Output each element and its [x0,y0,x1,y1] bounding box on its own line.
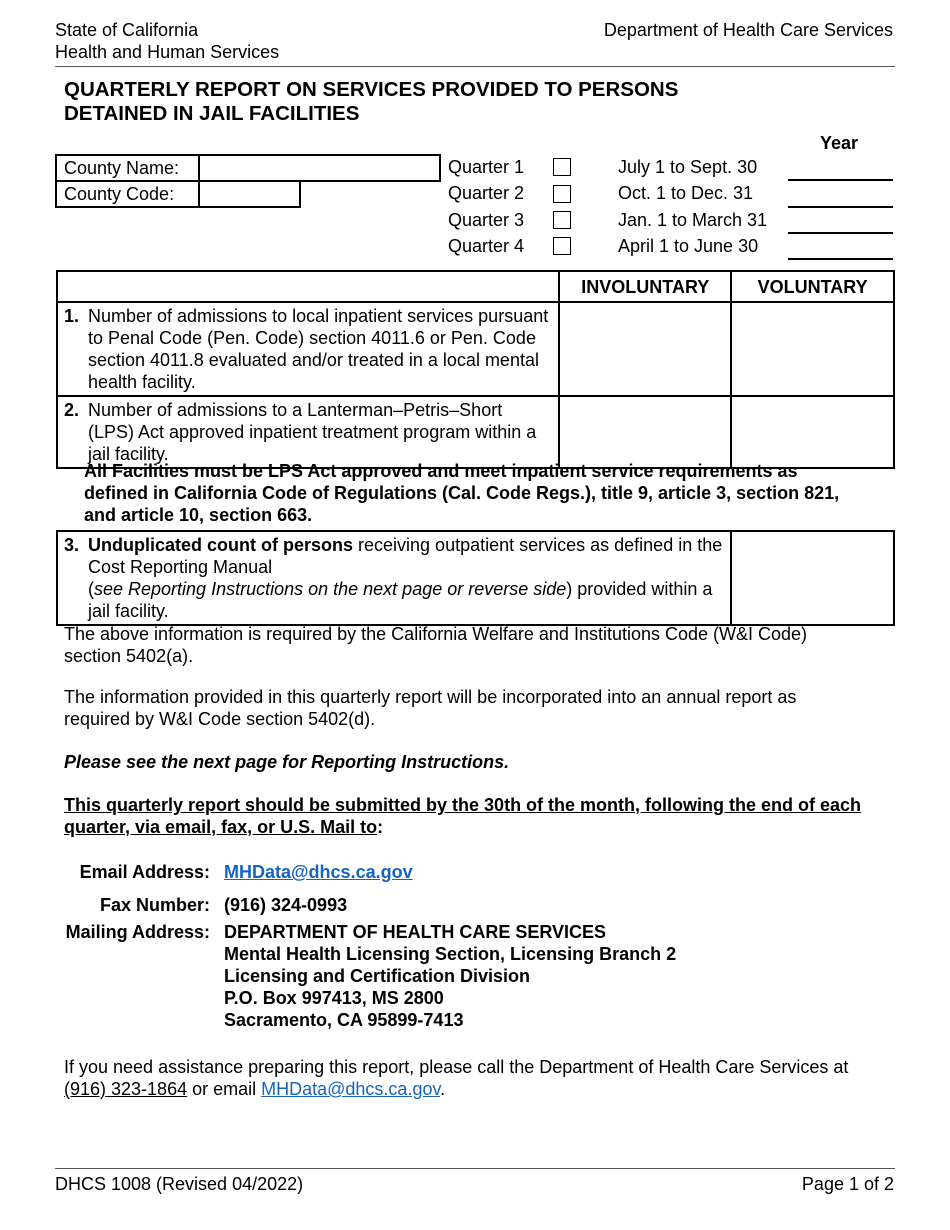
quarter-2-year-field[interactable] [788,206,893,208]
county-name-field[interactable] [198,154,441,182]
quarter-2-range: Oct. 1 to Dec. 31 [618,183,754,203]
fax-label: Fax Number: [99,895,210,915]
quarter-4-label: Quarter 4 [448,236,525,256]
mailing-line-1: DEPARTMENT OF HEALTH CARE SERVICES [224,922,607,942]
row-2-involuntary-input[interactable] [559,396,731,468]
row-1-question [57,302,559,396]
mailing-line-2: Mental Health Licensing Section, Licensing Branch 2 [224,944,677,964]
submission-instructions [64,794,864,838]
legal-requirement-paragraph: The above information is required by the California Welfare and Institutions Code (W&I Code) section 5402(a). [64,624,808,666]
form-id: DHCS 1008 (Revised 04/2022) [55,1174,304,1194]
row-1-number: 1. [64,306,80,326]
row-3-question [57,531,731,625]
quarter-4-year-field[interactable] [788,258,893,260]
row-3-paren: ( [88,579,94,599]
header-state: State of California [55,20,199,40]
mailing-line-4: P.O. Box 997413, MS 2800 [224,988,444,1008]
annual-report-paragraph: The information provided in this quarterly report will be incorporated into an annual report as required by W&I Code section 5402(d). [64,687,797,729]
quarter-1-checkbox[interactable] [553,158,571,176]
row-3-italic-text: see Reporting Instructions on the next page or reverse side [94,579,567,599]
email-link[interactable]: MHData@dhcs.ca.gov [224,862,413,882]
footer-rule [55,1168,895,1169]
county-name-label-cell [55,154,200,182]
admissions-table [56,270,895,469]
county-code-field[interactable] [198,180,301,208]
row-2-text: Number of admissions to a Lanterman–Petris–Short (LPS) Act approved inpatient treatment program within a jail facility. [88,400,537,464]
quarter-4-range: April 1 to June 30 [618,236,759,256]
table-row [57,302,894,396]
mailing-line-5: Sacramento, CA 95899-7413 [224,1010,464,1030]
title-line-1: QUARTERLY REPORT ON SERVICES PROVIDED TO PERSONS [64,78,679,101]
header-rule [55,66,895,67]
county-name-label: County Name: [64,158,180,178]
row-1-text: Number of admissions to local inpatient services pursuant to Penal Code (Pen. Code) section 4011.6 or Pen. Code section 4011.8 evaluated and/or treated in a local mental health facility. [88,306,549,392]
table-row [57,396,894,468]
quarter-3-checkbox[interactable] [553,211,571,229]
lps-requirement-note: All Facilities must be LPS Act approved and meet inpatient service requirements as defined in California Code of Regulations (Cal. Code Regs.), title 9, article 3, section 821, and article 10, section 663. [84,461,840,525]
fax-number: (916) 324-0993 [224,895,348,915]
submission-colon: : [377,817,384,837]
row-3-bold-text: Unduplicated count of persons [88,535,354,555]
title-line-2: DETAINED IN JAIL FACILITIES [64,102,360,125]
row-2-question [57,396,559,468]
email-label: Email Address: [79,862,210,882]
row-2-number: 2. [64,400,80,420]
quarter-1-range: July 1 to Sept. 30 [618,157,758,177]
mailing-line-3: Licensing and Certification Division [224,966,531,986]
county-code-label-cell [55,180,200,208]
assist-mid: or email [187,1079,262,1099]
row-3-text-1: receiving outpatient services as defined in the Cost Reporting Manual [88,535,723,577]
see-next-page-note: Please see the next page for Reporting Instructions. [64,752,510,772]
quarter-1-label: Quarter 1 [448,157,525,177]
row-1-voluntary-input[interactable] [731,302,894,396]
mailing-address [224,921,676,1031]
submission-text: This quarterly report should be submitted by the 30th of the month, following the end of each quarter, via email, fax, or U.S. Mail to [64,795,862,837]
assistance-paragraph [64,1056,874,1100]
row-2-voluntary-input[interactable] [731,396,894,468]
outpatient-table [56,530,895,626]
header-agency [55,19,279,63]
county-code-label: County Code: [64,184,175,204]
assist-email-link[interactable]: MHData@dhcs.ca.gov [261,1079,441,1099]
header-hhs: Health and Human Services [55,42,280,62]
quarter-3-year-field[interactable] [788,232,893,234]
quarter-3-label: Quarter 3 [448,210,525,230]
mailing-label: Mailing Address: [65,922,210,942]
quarter-2-label: Quarter 2 [448,183,525,203]
table-header-blank [57,271,559,302]
row-3-count-input[interactable] [731,531,894,625]
table-header-row [57,271,894,302]
assist-phone[interactable]: (916) 323-1864 [64,1079,188,1099]
assist-pre: If you need assistance preparing this report, please call the Department of Health Care Services at [64,1057,849,1077]
page-title [64,78,824,126]
year-label: Year [820,133,859,153]
quarter-3-range: Jan. 1 to March 31 [618,210,768,230]
row-3-text-2: ) provided within a jail facility. [88,579,713,621]
table-row [57,531,894,625]
quarter-1-year-field[interactable] [788,179,893,181]
page-number: Page 1 of 2 [801,1174,894,1194]
col-voluntary: VOLUNTARY [731,271,894,302]
row-3-number: 3. [64,535,80,555]
assist-post: . [440,1079,446,1099]
col-involuntary: INVOLUNTARY [559,271,731,302]
header-department: Department of Health Care Services [603,20,893,40]
quarter-2-checkbox[interactable] [553,185,571,203]
row-1-involuntary-input[interactable] [559,302,731,396]
quarter-4-checkbox[interactable] [553,237,571,255]
